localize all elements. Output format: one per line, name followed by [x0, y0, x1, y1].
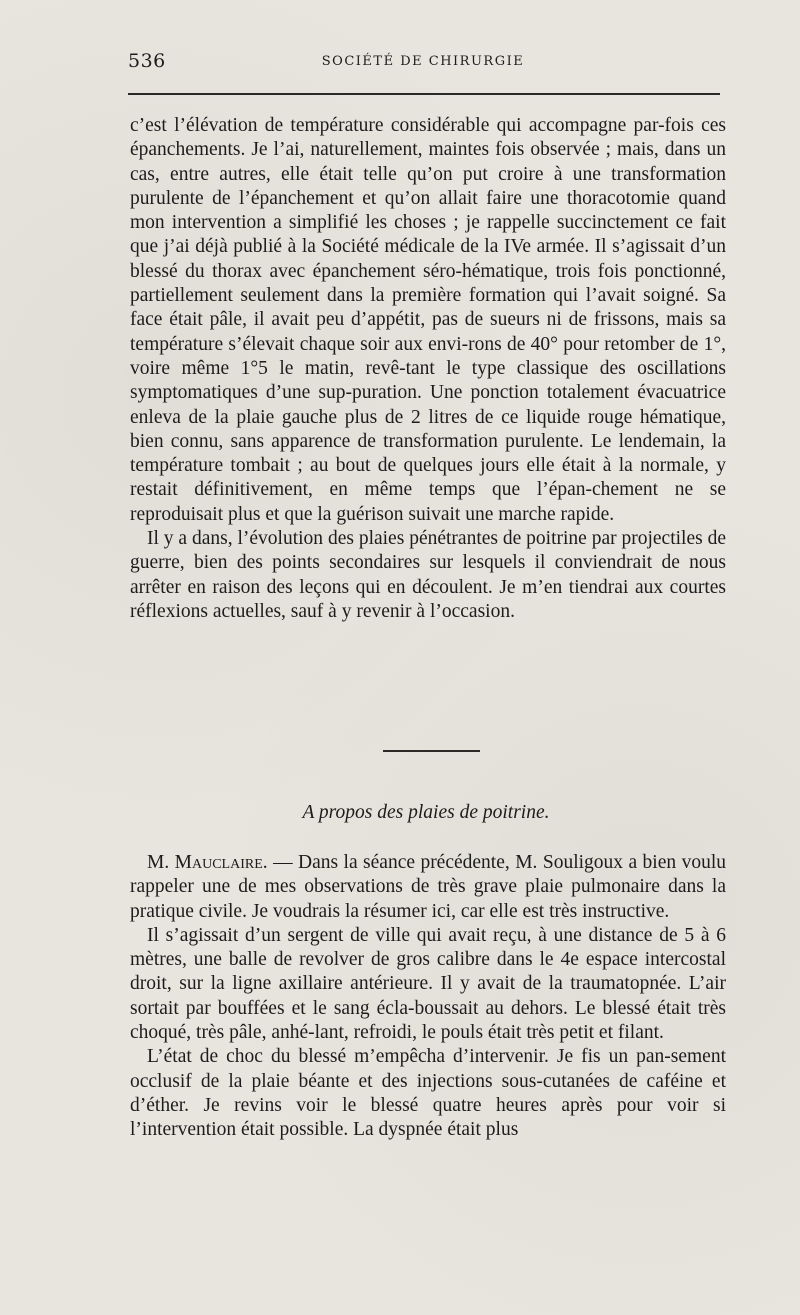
paragraph: Il s’agissait d’un sergent de ville qui avait reçu, à une distance de 5 à 6 mètres, une balle de revolver de gros calibre dans le 4e espace intercostal droit, sur la ligne axillaire antérieure. Il y avait de la traumatopnée. L’air sortait par bouffées et le sang écla-boussait au dehors. Le blessé était très choqué, très pâle, anhé-lant, refroidi, le pouls était très petit et filant. [130, 924, 726, 1044]
page-number: 536 [128, 50, 166, 72]
paragraph: L’état de choc du blessé m’empêcha d’intervenir. Je fis un pan-sement occlusif de la plaie béante et des injections sous-cutanées de caféine et d’éther. Je revins voir le blessé quatre heures après pour voir si l’intervention était possible. La dyspnée était plus [130, 1046, 726, 1141]
speaker-name: M. Mauclaire. [147, 852, 268, 873]
page-header [128, 50, 718, 74]
text-block-top [130, 114, 726, 624]
header-rule [128, 93, 720, 95]
paragraph: Il y a dans, l’évolution des plaies pénétrantes de poitrine par projectiles de guerre, bien des points secondaires sur lesquels il conviendrait de nous arrêter en raison des leçons qui en découlent. Je m’en tiendrai aux courtes réflexions actuelles, sauf à y revenir à l’occasion. [130, 528, 726, 622]
paragraph [130, 851, 726, 924]
text-block-bottom [130, 851, 726, 1143]
section-separator [383, 750, 480, 752]
paragraph-text: — Dans la séance précédente, M. Souligoux a bien voulu rappeler une de mes observations de très grave plaie pulmonaire dans la pratique civile. Je voudrais la résumer ici, car elle est très instructive. [130, 852, 726, 922]
running-title: SOCIÉTÉ DE CHIRURGIE [321, 54, 525, 69]
paragraph: c’est l’élévation de température considérable qui accompagne par-fois ces épanchements. Je l’ai, naturellement, maintes fois observée ; mais, dans un cas, entre autres, elle était telle qu’on put croire à une transformation purulente de l’épanchement et qu’on allait faire une thoracotomie quand mon intervention a simplifié les choses ; je rappelle succinctement ce fait que j’ai déjà publié à la Société médicale de la IVe armée. Il s’agissait d’un blessé du thorax avec épanchement séro-hématique, trois fois ponctionné, partiellement seulement dans la première formation qui l’avait soigné. Sa face était pâle, il avait peu d’appétit, pas de sueurs ni de frissons, mais sa température s’élevait chaque soir aux envi-rons de 40° pour retomber de 1°, voire même 1°5 le matin, revê-tant le type classique des oscillations symptomatiques d’une sup-puration. Une ponction totalement évacuatrice enleva de la plaie gauche plus de 2 litres de ce liquide rouge hématique, bien connu, sans apparence de transformation purulente. Le lendemain, la température tombait ; au bout de quelques jours elle était à la normale, y restait définitivement, en même temps que l’épan-chement ne se reproduisait plus et que la guérison suivait une marche rapide. [130, 115, 726, 525]
section-title: A propos des plaies de poitrine. [302, 802, 550, 823]
